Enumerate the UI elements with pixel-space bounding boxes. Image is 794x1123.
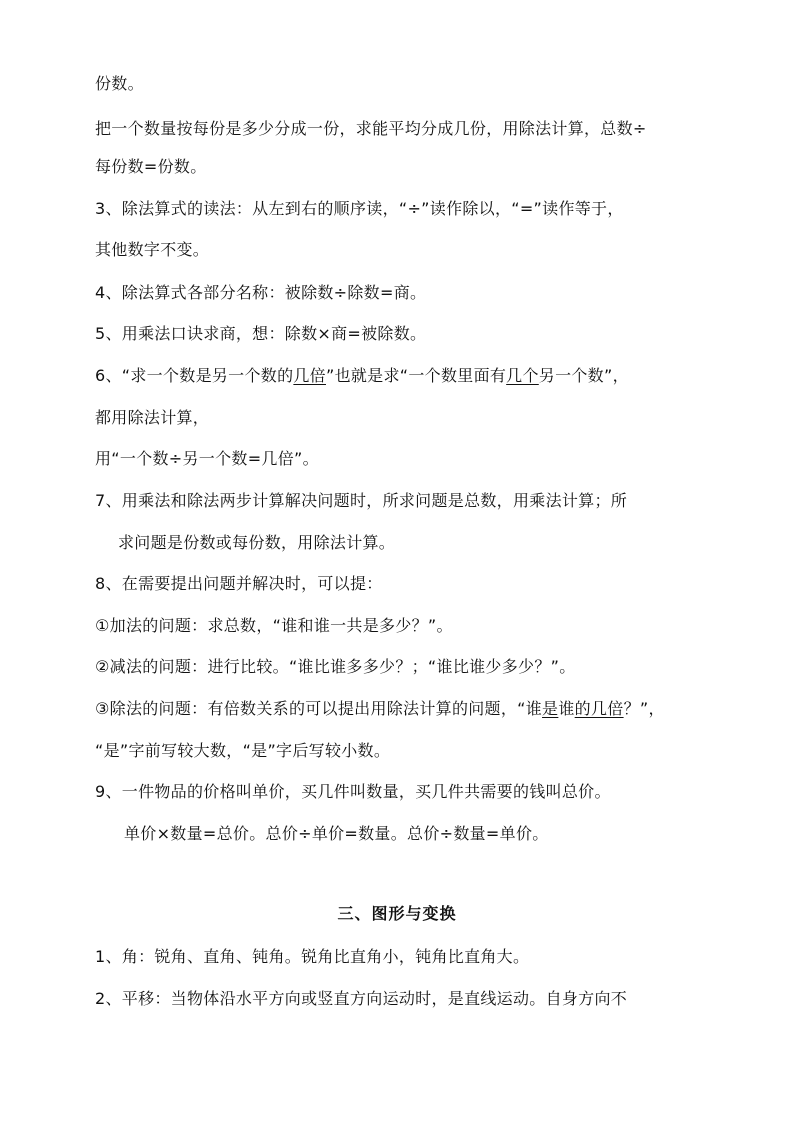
text-line: ②减法的问题：进行比较。“谁比谁多多少？；“谁比谁少多少？”。 (95, 657, 576, 676)
text-line: 每份数=份数。 (95, 157, 207, 176)
text-line: 4、除法算式各部分名称：被除数÷除数=商。 (95, 283, 427, 302)
section-heading: 三、图形与变换 (337, 904, 457, 923)
underlined-term: 几个 (506, 366, 539, 385)
text-line: 把一个数量按每份是多少分成一份，求能平均分成几份，用除法计算，总数÷ (95, 119, 647, 138)
underlined-term: 几倍 (293, 366, 326, 385)
text-line: 5、用乘法口诀求商，想：除数×商=被除数。 (95, 324, 427, 343)
underlined-term: 的几倍 (574, 699, 624, 718)
text-line (95, 699, 665, 719)
text-line: 其他数字不变。 (95, 240, 210, 259)
text-line: ①加法的问题：求总数，“谁和谁一共是多少？”。 (95, 616, 453, 635)
text-segment: ”也就是求“一个数里面有 (325, 366, 507, 385)
text-segment: ？”， (623, 699, 665, 718)
text-line: 单价×数量=总价。总价÷单价=数量。总价÷数量=单价。 (124, 824, 549, 843)
text-line: 8、在需要提出问题并解决时，可以提： (95, 574, 383, 593)
text-line: “是”字前写较大数，“是”字后写较小数。 (95, 741, 391, 760)
underlined-term: 是 (542, 699, 559, 718)
text-segment: 另一个数”， (538, 366, 629, 385)
text-line: 7、用乘法和除法两步计算解决问题时，所求问题是总数，用乘法计算；所 (95, 491, 628, 510)
text-line: 9、一件物品的价格叫单价，买几件叫数量，买几件共需要的钱叫总价。 (95, 782, 611, 801)
text-line: 都用除法计算， (95, 408, 210, 427)
text-line: 份数。 (95, 74, 144, 93)
text-segment: 6、“求一个数是另一个数的 (95, 366, 294, 385)
text-line: 2、平移：当物体沿水平方向或竖直方向运动时，是直线运动。自身方向不 (95, 989, 628, 1008)
text-line (95, 366, 629, 386)
text-segment: 谁 (558, 699, 575, 718)
text-segment: ③除法的问题：有倍数关系的可以提出用除法计算的问题，“谁 (95, 699, 543, 718)
text-line: 用“一个数÷另一个数=几倍”。 (95, 449, 319, 468)
text-line: 1、角：锐角、直角、钝角。锐角比直角小，钝角比直角大。 (95, 947, 530, 966)
text-line: 3、除法算式的读法：从左到右的顺序读，“÷”读作除以，“=”读作等于， (95, 199, 624, 218)
text-line: 求问题是份数或每份数，用除法计算。 (118, 533, 396, 552)
